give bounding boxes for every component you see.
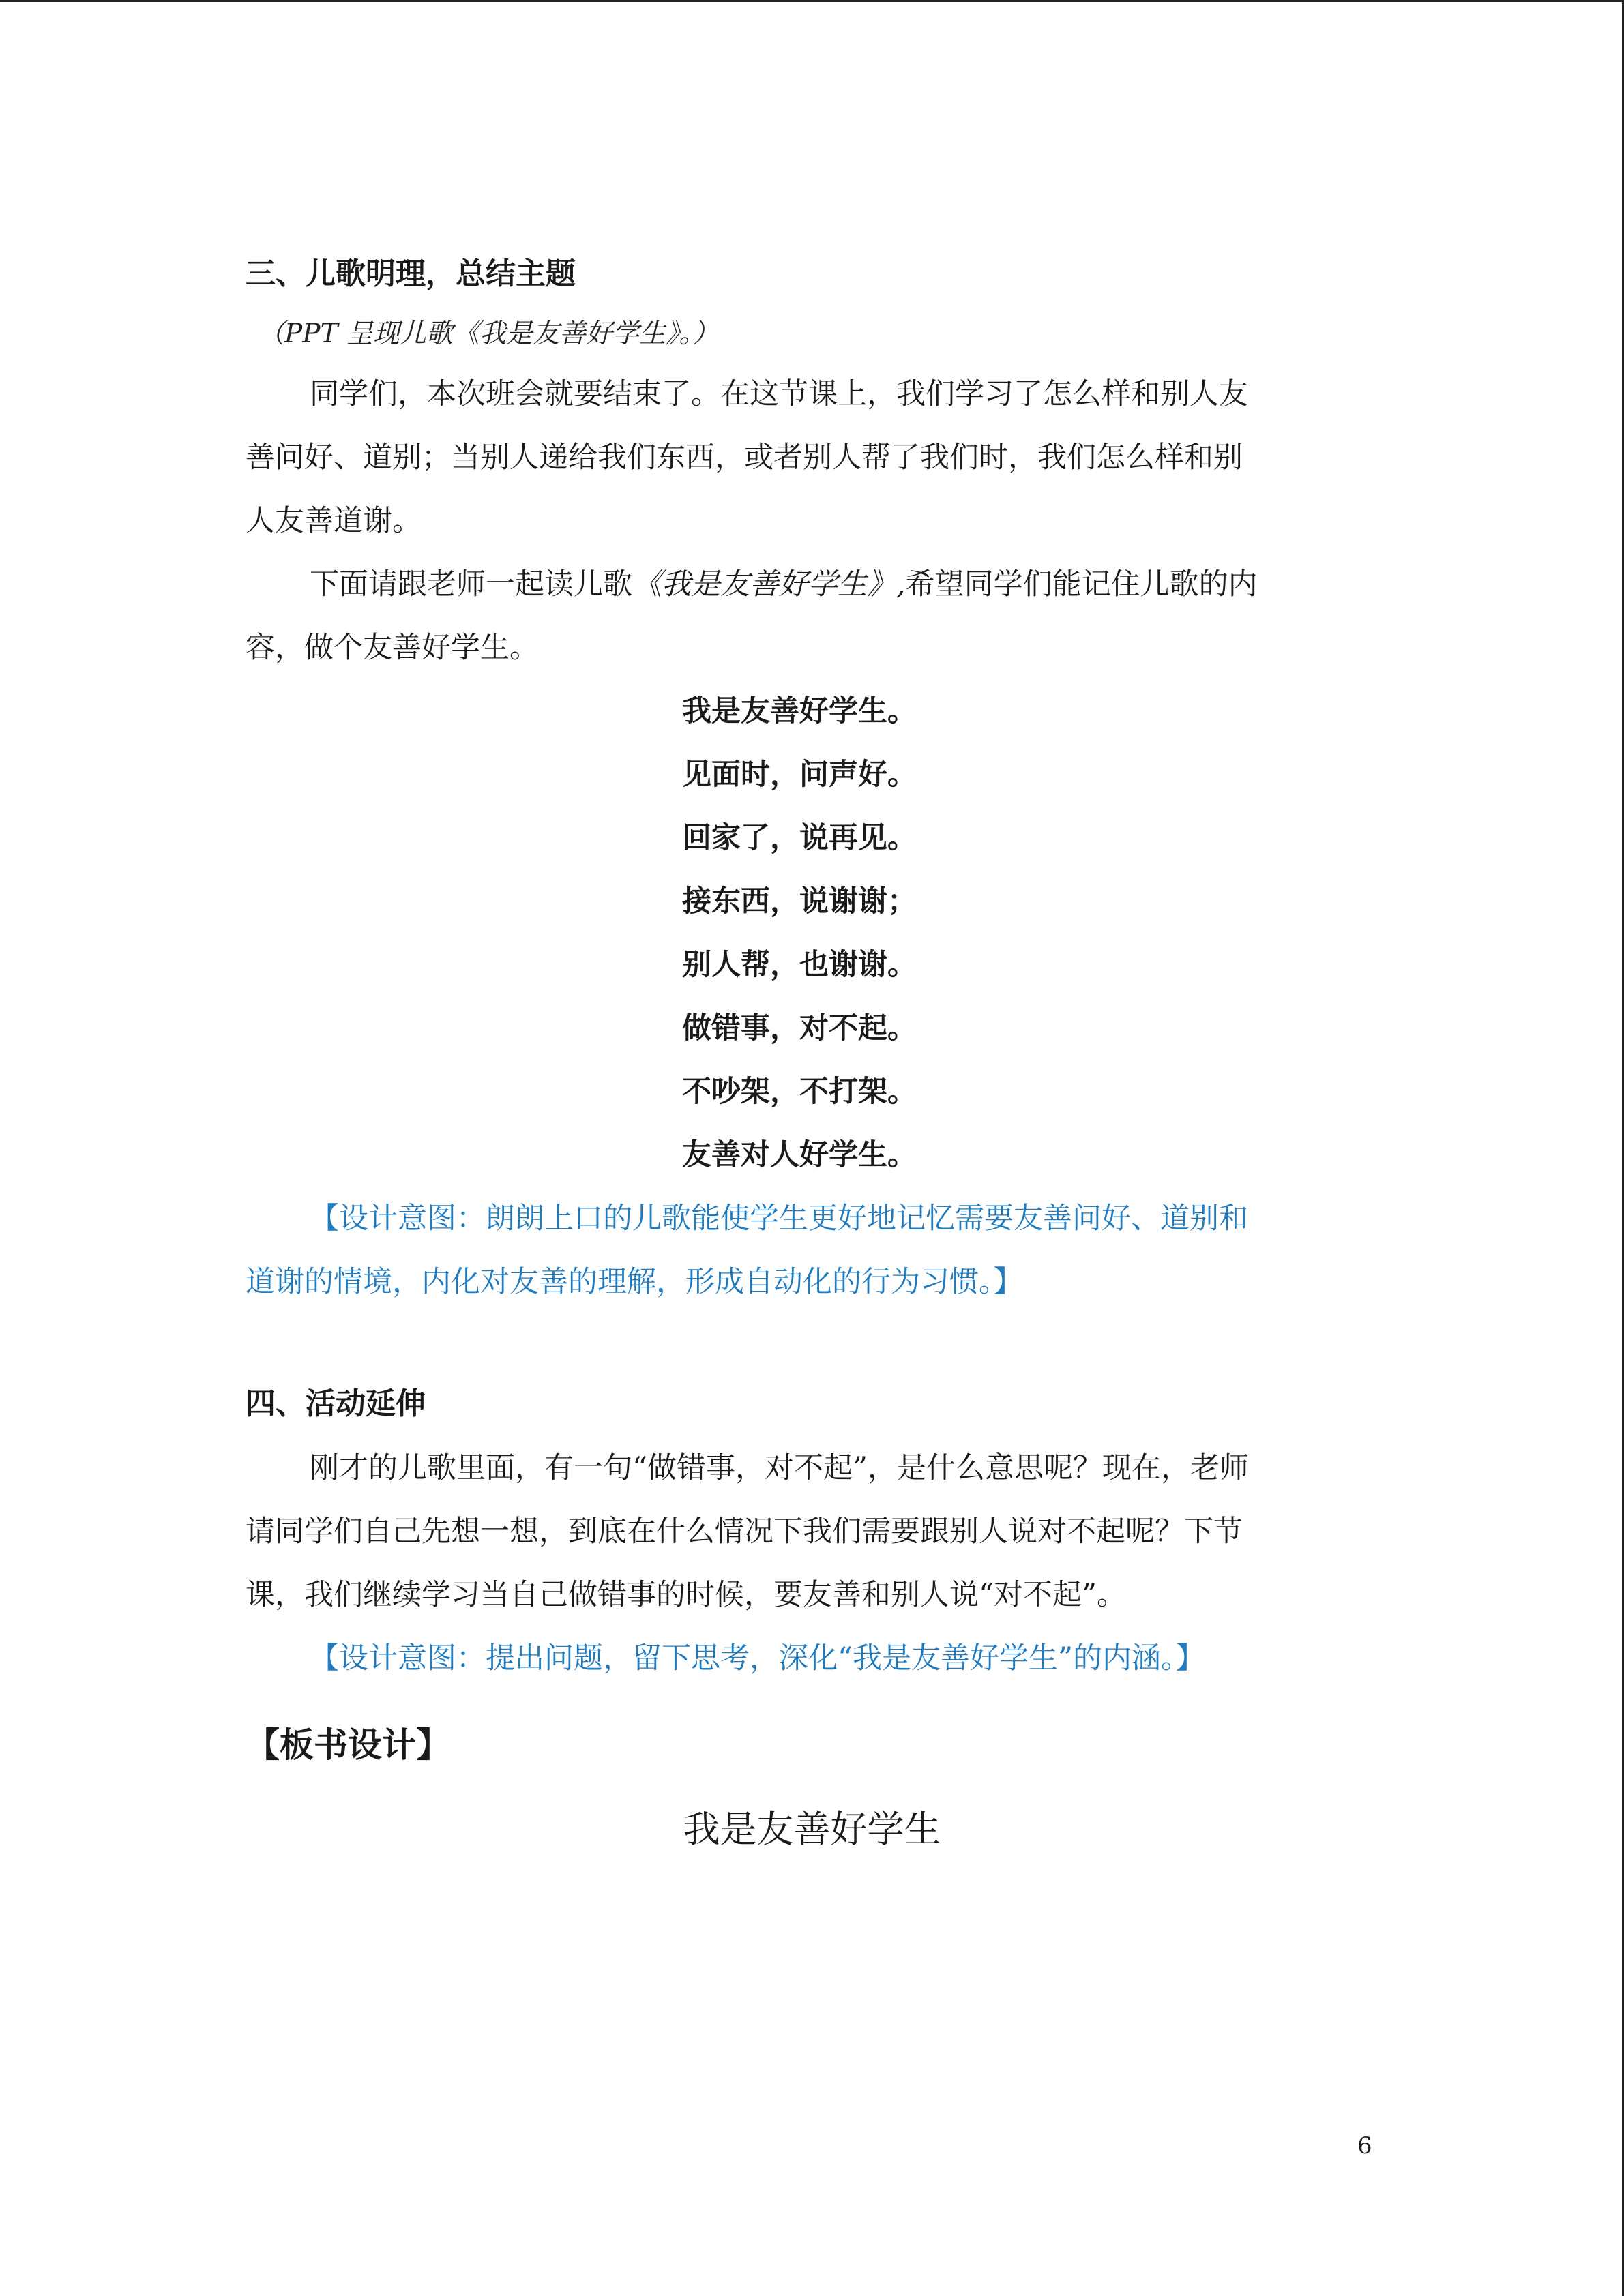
section-3-heading: 三、儿歌明理，总结主题: [246, 256, 576, 291]
paragraph-line: 善问好、道别；当别人递给我们东西，或者别人帮了我们时，我们怎么样和别: [246, 441, 1243, 475]
page-number: 6: [1357, 2132, 1372, 2160]
design-intent-line: 【设计意图：朗朗上口的儿歌能使学生更好地记忆需要友善问好、道别和: [310, 1202, 1248, 1236]
section-4-heading: 四、活动延伸: [246, 1386, 426, 1421]
poem-title-reference: 《我是友善好学生》,: [632, 567, 906, 601]
paragraph-line: 容，做个友善好学生。: [246, 631, 539, 665]
poem-line: 我是友善好学生。: [682, 694, 917, 728]
poem-line: 友善对人好学生。: [682, 1138, 917, 1172]
board-design-title: 我是友善好学生: [683, 1808, 941, 1851]
paragraph-text: 希望同学们能记住儿歌的内: [905, 567, 1258, 601]
paragraph-line: [246, 553, 1378, 616]
section-3-paragraph-2: [246, 553, 1378, 680]
paragraph-line: 同学们，本次班会就要结束了。在这节课上，我们学习了怎么样和别人友: [310, 377, 1248, 411]
poem-line: 做错事，对不起。: [682, 1011, 917, 1045]
section-3-paragraph-1: [246, 363, 1378, 553]
section-3-design-intent: [246, 1187, 1378, 1314]
poem-line: 别人帮，也谢谢。: [682, 948, 917, 982]
top-border: [0, 0, 1624, 2]
poem-line: 不吵架，不打架。: [682, 1075, 917, 1109]
poem-line: 接东西，说谢谢；: [682, 884, 917, 919]
design-intent-line: 【设计意图：提出问题，留下思考，深化“我是友善好学生”的内涵。】: [310, 1641, 1205, 1675]
board-design-heading: 【板书设计】: [246, 1725, 450, 1765]
poem: [682, 680, 1160, 1187]
paragraph-text: 下面请跟老师一起读儿歌: [310, 567, 632, 601]
poem-line: 回家了，说再见。: [682, 821, 917, 855]
paragraph-line: 人友善道谢。: [246, 504, 422, 538]
paragraph-line: 刚才的儿歌里面，有一句“做错事，对不起”，是什么意思呢？现在，老师: [310, 1451, 1249, 1485]
design-intent-line: 道谢的情境，内化对友善的理解，形成自动化的行为习惯。】: [246, 1265, 1023, 1299]
ppt-note: （PPT 呈现儿歌《我是友善好学生》。）: [258, 318, 719, 349]
paragraph-line: 请同学们自己先想一想，到底在什么情况下我们需要跟别人说对不起呢？下节: [246, 1515, 1243, 1549]
section-4-paragraph: [246, 1437, 1378, 1690]
paragraph-line: 课，我们继续学习当自己做错事的时候，要友善和别人说“对不起”。: [246, 1578, 1126, 1612]
poem-line: 见面时，问声好。: [682, 758, 917, 792]
